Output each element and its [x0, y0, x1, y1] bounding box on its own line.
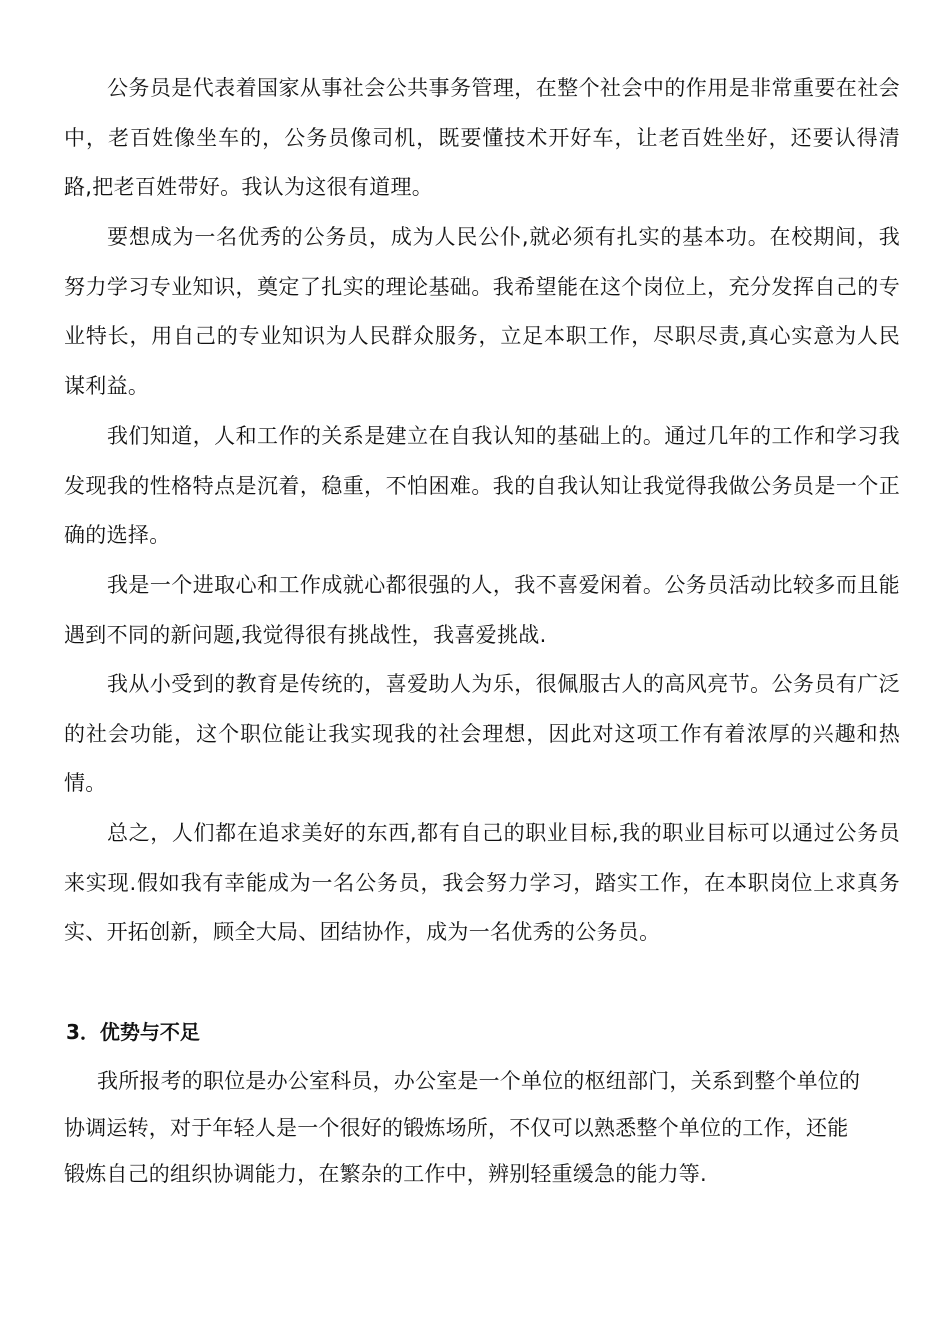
- paragraph-1: 公务员是代表着国家从事社会公共事务管理，在整个社会中的作用是非常重要在社会中，老百姓像坐车的，公务员像司机，既要懂技术开好车，让老百姓坐好，还要认得清路,把老百姓带好。我认为这很有道理。: [64, 76, 900, 199]
- paragraph-6: 总之，人们都在追求美好的东西,都有自己的职业目标,我的职业目标可以通过公务员来实现.假如我有幸能成为一名公务员，我会努力学习，踏实工作，在本职岗位上求真务实、开拓创新，顾全大局、团结协作，成为一名优秀的公务员。: [64, 821, 900, 944]
- section-heading: 3．优势与不足: [66, 1020, 200, 1044]
- paragraph-3: 我们知道，人和工作的关系是建立在自我认知的基础上的。通过几年的工作和学习我发现我的性格特点是沉着，稳重，不怕困难。我的自我认知让我觉得我做公务员是一个正确的选择。: [64, 424, 900, 547]
- paragraph-4: 我是一个进取心和工作成就心都很强的人，我不喜爱闲着。公务员活动比较多而且能遇到不同的新问题,我觉得很有挑战性，我喜爱挑战.: [64, 573, 900, 647]
- paragraph-2: 要想成为一名优秀的公务员，成为人民公仆,就必须有扎实的基本功。在校期间，我努力学习专业知识，奠定了扎实的理论基础。我希望能在这个岗位上，充分发挥自己的专业特长，用自己的专业知识为人民群众服务，立足本职工作，尽职尽责,真心实意为人民谋利益。: [64, 225, 900, 398]
- section-paragraph: 我所报考的职位是办公室科员，办公室是一个单位的枢纽部门，关系到整个单位的协调运转，对于年轻人是一个很好的锻炼场所，不仅可以熟悉整个单位的工作，还能锻炼自己的组织协调能力，在繁杂的工作中，辨别轻重缓急的能力等.: [64, 1069, 861, 1186]
- paragraph-5: 我从小受到的教育是传统的，喜爱助人为乐，很佩服古人的高风亮节。公务员有广泛的社会功能，这个职位能让我实现我的社会理想，因此对这项工作有着浓厚的兴趣和热情。: [64, 672, 900, 795]
